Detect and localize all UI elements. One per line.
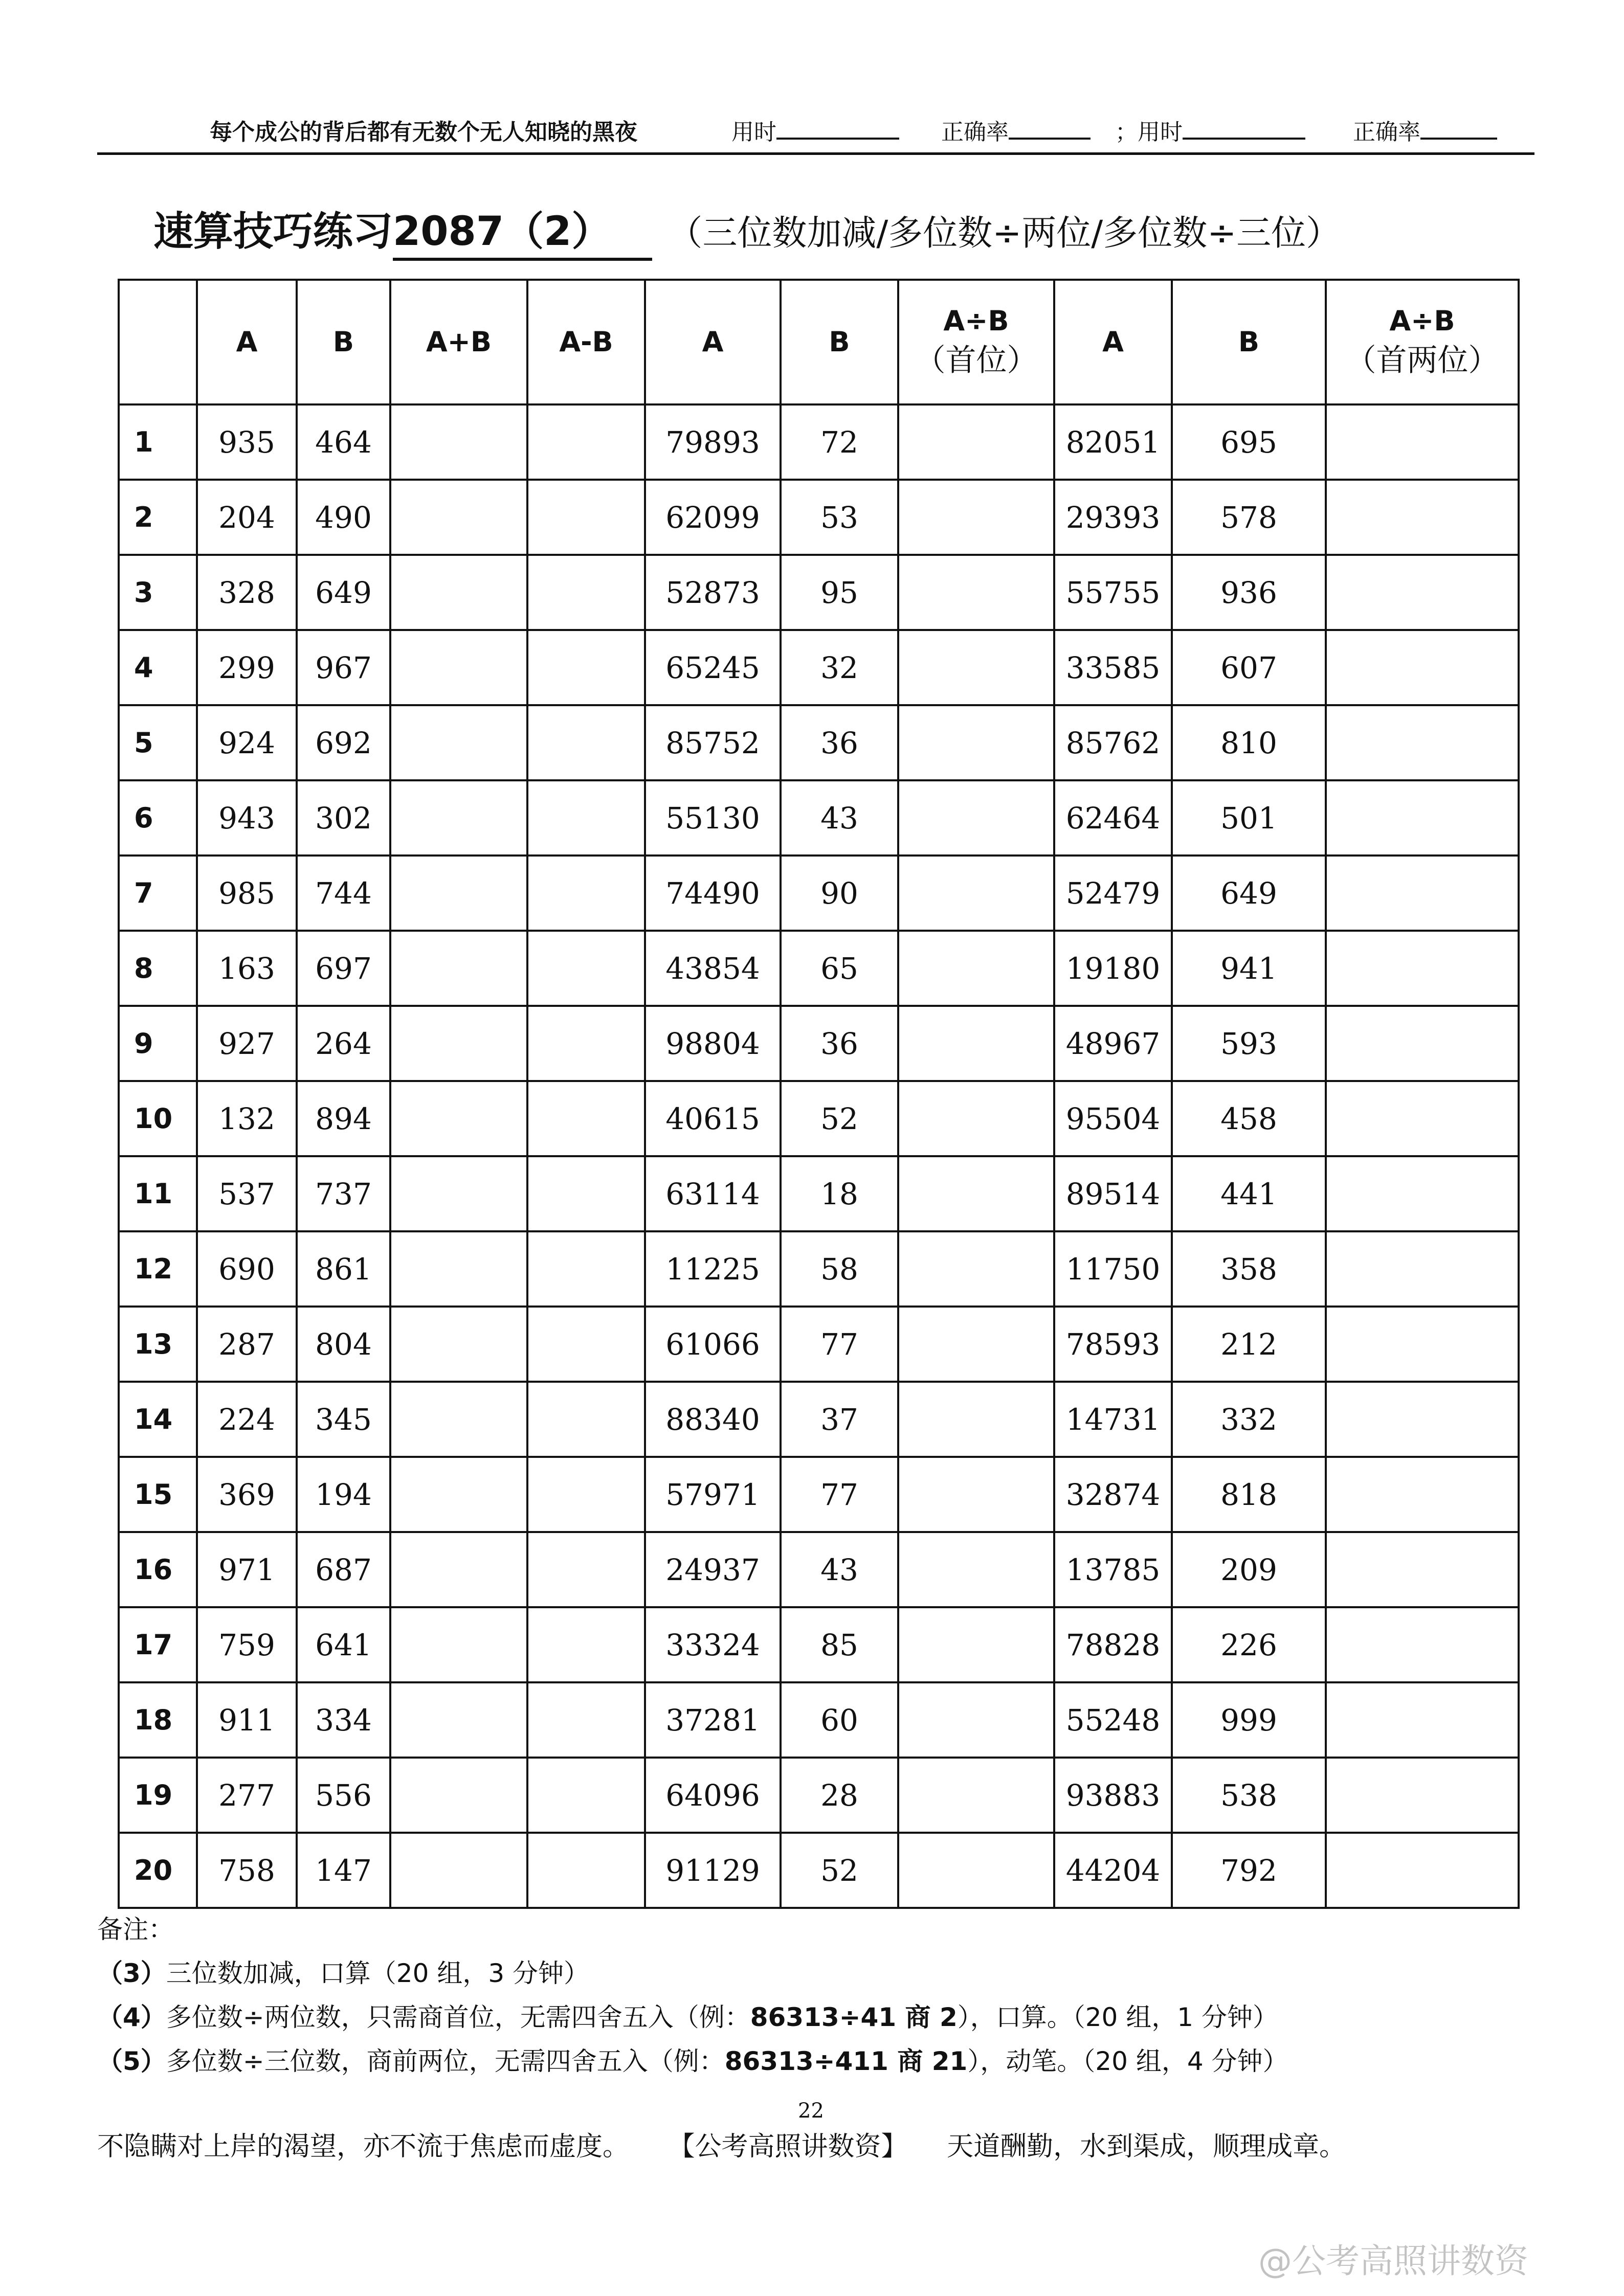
row-number: 12 (119, 1231, 197, 1307)
answer-div1-cell[interactable] (898, 705, 1054, 780)
answer-div2-cell[interactable] (1326, 1532, 1519, 1607)
cell-a3: 14731 (1054, 1382, 1172, 1457)
answer-sum-cell[interactable] (390, 404, 527, 480)
answer-diff-cell[interactable] (527, 404, 645, 480)
time-label: 用时 (731, 119, 776, 145)
table-row (119, 1457, 1519, 1532)
cell-b3: 209 (1172, 1532, 1326, 1607)
cell-a1: 935 (197, 404, 297, 480)
cell-b2: 43 (781, 1532, 898, 1607)
table-body (119, 404, 1519, 1908)
row-number: 10 (119, 1081, 197, 1156)
answer-div2-cell[interactable] (1326, 1231, 1519, 1307)
footer-center: 【公考高照讲数资】 (668, 2131, 908, 2162)
row-number: 6 (119, 780, 197, 856)
answer-div2-cell[interactable] (1326, 1758, 1519, 1833)
table-row (119, 931, 1519, 1006)
answer-div2-cell[interactable] (1326, 1833, 1519, 1908)
answer-div1-cell[interactable] (898, 1833, 1054, 1908)
cell-b2: 60 (781, 1682, 898, 1758)
cell-b3: 810 (1172, 705, 1326, 780)
header-a2: A (645, 280, 781, 404)
cell-a1: 328 (197, 555, 297, 630)
cell-b1: 345 (297, 1382, 390, 1457)
answer-diff-cell[interactable] (527, 1758, 645, 1833)
row-number: 4 (119, 630, 197, 705)
cell-a1: 369 (197, 1457, 297, 1532)
note-5-prefix: （5） (97, 2046, 166, 2076)
cell-a1: 690 (197, 1231, 297, 1307)
cell-a1: 537 (197, 1156, 297, 1231)
cell-a3: 89514 (1054, 1156, 1172, 1231)
cell-a2: 37281 (645, 1682, 781, 1758)
cell-b2: 95 (781, 555, 898, 630)
row-number: 17 (119, 1607, 197, 1682)
answer-div2-cell[interactable] (1326, 480, 1519, 555)
header-index (119, 280, 197, 404)
cell-a3: 85762 (1054, 705, 1172, 780)
answer-div2-cell[interactable] (1326, 1081, 1519, 1156)
cell-b3: 212 (1172, 1307, 1326, 1382)
cell-a2: 79893 (645, 404, 781, 480)
cell-a1: 224 (197, 1382, 297, 1457)
cell-b3: 332 (1172, 1382, 1326, 1457)
cell-b2: 32 (781, 630, 898, 705)
cell-b3: 649 (1172, 856, 1326, 931)
answer-div1-cell[interactable] (898, 1758, 1054, 1833)
cell-b3: 792 (1172, 1833, 1326, 1908)
table-row (119, 480, 1519, 555)
answer-diff-cell[interactable] (527, 1231, 645, 1307)
answer-sum-cell[interactable] (390, 1081, 527, 1156)
answer-sum-cell[interactable] (390, 1457, 527, 1532)
row-number: 14 (119, 1382, 197, 1457)
cell-b1: 194 (297, 1457, 390, 1532)
answer-div2-cell[interactable] (1326, 1457, 1519, 1532)
cell-b1: 894 (297, 1081, 390, 1156)
notes-heading: 备注： (97, 1915, 174, 1944)
answer-div1-cell[interactable] (898, 555, 1054, 630)
answer-div2-cell[interactable] (1326, 1682, 1519, 1758)
note-3 (97, 1951, 1288, 1995)
row-number: 19 (119, 1758, 197, 1833)
cell-a2: 85752 (645, 705, 781, 780)
table-row (119, 1382, 1519, 1457)
cell-b3: 578 (1172, 480, 1326, 555)
header-b3: B (1172, 280, 1326, 404)
cell-a3: 55248 (1054, 1682, 1172, 1758)
cell-b2: 52 (781, 1833, 898, 1908)
header-motto: 每个成公的背后都有无数个无人知晓的黑夜 (210, 119, 637, 145)
cell-a2: 74490 (645, 856, 781, 931)
cell-a2: 98804 (645, 1006, 781, 1081)
cell-a1: 277 (197, 1758, 297, 1833)
cell-b2: 36 (781, 1006, 898, 1081)
footer-left: 不隐瞒对上岸的渴望，亦不流于焦虑而虚度。 (97, 2131, 630, 2162)
cell-a1: 758 (197, 1833, 297, 1908)
answer-div1-cell[interactable] (898, 1006, 1054, 1081)
cell-b1: 687 (297, 1532, 390, 1607)
answer-sum-cell[interactable] (390, 780, 527, 856)
answer-div1-cell[interactable] (898, 931, 1054, 1006)
page-footer (97, 2125, 1376, 2163)
cell-b1: 967 (297, 630, 390, 705)
answer-sum-cell[interactable] (390, 1682, 527, 1758)
cell-a2: 61066 (645, 1307, 781, 1382)
cell-b3: 358 (1172, 1231, 1326, 1307)
header-div1-note: （首位） (915, 342, 1038, 378)
time-blank-1[interactable] (776, 118, 899, 140)
answer-div1-cell[interactable] (898, 1231, 1054, 1307)
cell-a3: 82051 (1054, 404, 1172, 480)
cell-a3: 55755 (1054, 555, 1172, 630)
cell-a2: 40615 (645, 1081, 781, 1156)
cell-a1: 924 (197, 705, 297, 780)
cell-b1: 744 (297, 856, 390, 931)
page-title (153, 199, 1586, 261)
cell-b2: 43 (781, 780, 898, 856)
table-row (119, 1532, 1519, 1607)
answer-diff-cell[interactable] (527, 856, 645, 931)
answer-diff-cell[interactable] (527, 1307, 645, 1382)
cell-b3: 458 (1172, 1081, 1326, 1156)
cell-a2: 63114 (645, 1156, 781, 1231)
answer-div1-cell[interactable] (898, 1607, 1054, 1682)
cell-b1: 464 (297, 404, 390, 480)
accuracy-blank-2[interactable] (1420, 118, 1497, 140)
cell-a2: 33324 (645, 1607, 781, 1682)
title-main: 速算技巧练习 (153, 209, 393, 255)
page-header (97, 111, 1534, 155)
answer-sum-cell[interactable] (390, 1758, 527, 1833)
note-3-text: 三位数加减，口算（20 组，3 分钟） (166, 1959, 590, 1988)
answer-sum-cell[interactable] (390, 555, 527, 630)
table-row (119, 705, 1519, 780)
cell-a1: 299 (197, 630, 297, 705)
cell-b2: 53 (781, 480, 898, 555)
cell-b1: 804 (297, 1307, 390, 1382)
table-row (119, 1231, 1519, 1307)
accuracy-field-2[interactable] (1353, 114, 1497, 146)
cell-b1: 692 (297, 705, 390, 780)
row-number: 13 (119, 1307, 197, 1382)
answer-sum-cell[interactable] (390, 856, 527, 931)
table-row (119, 1006, 1519, 1081)
cell-a3: 62464 (1054, 780, 1172, 856)
note-4-text-a: 多位数÷两位数，只需商首位，无需四舍五入（例： (166, 2002, 750, 2032)
note-4-prefix: （4） (97, 2002, 166, 2032)
answer-diff-cell[interactable] (527, 705, 645, 780)
answer-div2-cell[interactable] (1326, 1156, 1519, 1231)
answer-diff-cell[interactable] (527, 1457, 645, 1532)
table-row (119, 856, 1519, 931)
answer-sum-cell[interactable] (390, 480, 527, 555)
cell-b2: 37 (781, 1382, 898, 1457)
header-div1 (898, 280, 1054, 404)
header-div2 (1326, 280, 1519, 404)
table-row (119, 1081, 1519, 1156)
table-row (119, 1607, 1519, 1682)
answer-sum-cell[interactable] (390, 1231, 527, 1307)
cell-b2: 28 (781, 1758, 898, 1833)
header-a3: A (1054, 280, 1172, 404)
answer-sum-cell[interactable] (390, 1006, 527, 1081)
header-b2: B (781, 280, 898, 404)
cell-a3: 93883 (1054, 1758, 1172, 1833)
row-number: 8 (119, 931, 197, 1006)
cell-b2: 85 (781, 1607, 898, 1682)
answer-div2-cell[interactable] (1326, 931, 1519, 1006)
cell-a3: 44204 (1054, 1833, 1172, 1908)
answer-diff-cell[interactable] (527, 480, 645, 555)
answer-div1-cell[interactable] (898, 1081, 1054, 1156)
answer-diff-cell[interactable] (527, 555, 645, 630)
answer-div2-cell[interactable] (1326, 630, 1519, 705)
cell-a1: 132 (197, 1081, 297, 1156)
cell-a2: 52873 (645, 555, 781, 630)
cell-b3: 818 (1172, 1457, 1326, 1532)
cell-a1: 287 (197, 1307, 297, 1382)
header-diff: A-B (527, 280, 645, 404)
cell-b3: 999 (1172, 1682, 1326, 1758)
answer-sum-cell[interactable] (390, 705, 527, 780)
table-row (119, 404, 1519, 480)
answer-diff-cell[interactable] (527, 1006, 645, 1081)
answer-div1-cell[interactable] (898, 1156, 1054, 1231)
cell-b3: 593 (1172, 1006, 1326, 1081)
cell-b2: 58 (781, 1231, 898, 1307)
answer-sum-cell[interactable] (390, 1607, 527, 1682)
answer-div2-cell[interactable] (1326, 404, 1519, 480)
answer-div2-cell[interactable] (1326, 1006, 1519, 1081)
accuracy-blank-1[interactable] (1009, 118, 1091, 140)
cell-b1: 861 (297, 1231, 390, 1307)
cell-a2: 57971 (645, 1457, 781, 1532)
time-blank-2[interactable] (1183, 118, 1305, 140)
cell-a3: 33585 (1054, 630, 1172, 705)
cell-a3: 19180 (1054, 931, 1172, 1006)
answer-diff-cell[interactable] (527, 1382, 645, 1457)
cell-b3: 501 (1172, 780, 1326, 856)
answer-diff-cell[interactable] (527, 1607, 645, 1682)
accuracy-field-1[interactable] (941, 114, 1091, 146)
note-5-text-b: ），动笔。（20 组，4 分钟） (967, 2046, 1288, 2076)
note-5-text-a: 多位数÷三位数，商前两位，无需四舍五入（例： (166, 2046, 725, 2076)
answer-div1-cell[interactable] (898, 1457, 1054, 1532)
table-row (119, 780, 1519, 856)
note-5-example: 86313÷411 商 21 (724, 2046, 968, 2076)
cell-b2: 36 (781, 705, 898, 780)
row-number: 20 (119, 1833, 197, 1908)
cell-a3: 95504 (1054, 1081, 1172, 1156)
cell-a2: 62099 (645, 480, 781, 555)
answer-sum-cell[interactable] (390, 1307, 527, 1382)
answer-div1-cell[interactable] (898, 1382, 1054, 1457)
answer-sum-cell[interactable] (390, 1833, 527, 1908)
answer-diff-cell[interactable] (527, 780, 645, 856)
cell-a2: 88340 (645, 1382, 781, 1457)
cell-b3: 226 (1172, 1607, 1326, 1682)
cell-a1: 971 (197, 1532, 297, 1607)
cell-b1: 737 (297, 1156, 390, 1231)
answer-diff-cell[interactable] (527, 1081, 645, 1156)
answer-sum-cell[interactable] (390, 630, 527, 705)
answer-div2-cell[interactable] (1326, 1307, 1519, 1382)
cell-a1: 759 (197, 1607, 297, 1682)
answer-div1-cell[interactable] (898, 1532, 1054, 1607)
answer-div1-cell[interactable] (898, 480, 1054, 555)
cell-a3: 29393 (1054, 480, 1172, 555)
cell-a2: 55130 (645, 780, 781, 856)
answer-div1-cell[interactable] (898, 1307, 1054, 1382)
answer-div2-cell[interactable] (1326, 780, 1519, 856)
cell-b3: 607 (1172, 630, 1326, 705)
cell-b1: 147 (297, 1833, 390, 1908)
table-row (119, 1758, 1519, 1833)
footer-right: 天道酬勤，水到渠成，顺理成章。 (947, 2131, 1346, 2162)
row-number: 15 (119, 1457, 197, 1532)
cell-b2: 90 (781, 856, 898, 931)
answer-sum-cell[interactable] (390, 1532, 527, 1607)
cell-b1: 490 (297, 480, 390, 555)
cell-b3: 538 (1172, 1758, 1326, 1833)
row-number: 18 (119, 1682, 197, 1758)
cell-b2: 65 (781, 931, 898, 1006)
cell-a3: 78593 (1054, 1307, 1172, 1382)
cell-a1: 204 (197, 480, 297, 555)
cell-a1: 943 (197, 780, 297, 856)
answer-div2-cell[interactable] (1326, 1382, 1519, 1457)
cell-b1: 556 (297, 1758, 390, 1833)
notes (97, 1907, 1288, 2083)
row-number: 16 (119, 1532, 197, 1607)
table-row (119, 1156, 1519, 1231)
accuracy-label: 正确率 (941, 119, 1009, 145)
time-field-1[interactable] (731, 114, 899, 146)
answer-diff-cell[interactable] (527, 1156, 645, 1231)
accuracy-label-2: 正确率 (1353, 119, 1420, 145)
cell-a1: 911 (197, 1682, 297, 1758)
row-number: 1 (119, 404, 197, 480)
note-4-example: 86313÷41 商 2 (750, 2002, 958, 2032)
header-b1: B (297, 280, 390, 404)
note-5 (97, 2039, 1288, 2083)
answer-div1-cell[interactable] (898, 404, 1054, 480)
note-4 (97, 1995, 1288, 2039)
answer-sum-cell[interactable] (390, 931, 527, 1006)
table-row (119, 1833, 1519, 1908)
cell-b2: 18 (781, 1156, 898, 1231)
answer-diff-cell[interactable] (527, 1833, 645, 1908)
cell-a1: 985 (197, 856, 297, 931)
cell-b3: 941 (1172, 931, 1326, 1006)
answer-div2-cell[interactable] (1326, 856, 1519, 931)
table-row (119, 1682, 1519, 1758)
table-row (119, 555, 1519, 630)
time-field-2[interactable] (1115, 114, 1305, 146)
table-row (119, 630, 1519, 705)
cell-a2: 11225 (645, 1231, 781, 1307)
cell-b1: 302 (297, 780, 390, 856)
cell-b1: 264 (297, 1006, 390, 1081)
cell-a3: 11750 (1054, 1231, 1172, 1307)
answer-div1-cell[interactable] (898, 780, 1054, 856)
cell-b1: 649 (297, 555, 390, 630)
note-4-text-b: ），口算。（20 组，1 分钟） (957, 2002, 1278, 2032)
table-row (119, 1307, 1519, 1382)
answer-div2-cell[interactable] (1326, 1607, 1519, 1682)
cell-a2: 24937 (645, 1532, 781, 1607)
table-header-row (119, 280, 1519, 404)
answer-div1-cell[interactable] (898, 1682, 1054, 1758)
row-number: 2 (119, 480, 197, 555)
header-div2-note: （首两位） (1345, 342, 1499, 378)
cell-a1: 927 (197, 1006, 297, 1081)
cell-b1: 641 (297, 1607, 390, 1682)
answer-sum-cell[interactable] (390, 1156, 527, 1231)
answer-div2-cell[interactable] (1326, 555, 1519, 630)
practice-table (118, 279, 1520, 1909)
header-div1-label: A÷B (943, 305, 1009, 337)
cell-b2: 77 (781, 1457, 898, 1532)
cell-a2: 64096 (645, 1758, 781, 1833)
cell-a3: 52479 (1054, 856, 1172, 931)
answer-div1-cell[interactable] (898, 856, 1054, 931)
cell-b1: 334 (297, 1682, 390, 1758)
row-number: 3 (119, 555, 197, 630)
title-code: 2087（2） (393, 199, 652, 261)
cell-a3: 32874 (1054, 1457, 1172, 1532)
title-subtitle: （三位数加减/多位数÷两位/多位数÷三位） (668, 213, 1341, 254)
answer-diff-cell[interactable] (527, 1532, 645, 1607)
answer-div2-cell[interactable] (1326, 705, 1519, 780)
cell-a3: 48967 (1054, 1006, 1172, 1081)
cell-a2: 91129 (645, 1833, 781, 1908)
header-div2-label: A÷B (1389, 305, 1455, 337)
cell-b2: 72 (781, 404, 898, 480)
row-number: 5 (119, 705, 197, 780)
page-number: 22 (798, 2099, 824, 2123)
time-label-2: ；用时 (1115, 119, 1183, 145)
answer-diff-cell[interactable] (527, 630, 645, 705)
cell-b3: 441 (1172, 1156, 1326, 1231)
row-number: 11 (119, 1156, 197, 1231)
answer-diff-cell[interactable] (527, 1682, 645, 1758)
cell-a2: 65245 (645, 630, 781, 705)
cell-b2: 77 (781, 1307, 898, 1382)
answer-diff-cell[interactable] (527, 931, 645, 1006)
answer-sum-cell[interactable] (390, 1382, 527, 1457)
cell-a3: 78828 (1054, 1607, 1172, 1682)
answer-div1-cell[interactable] (898, 630, 1054, 705)
row-number: 9 (119, 1006, 197, 1081)
header-a1: A (197, 280, 297, 404)
note-3-prefix: （3） (97, 1959, 166, 1988)
cell-a1: 163 (197, 931, 297, 1006)
cell-a2: 43854 (645, 931, 781, 1006)
row-number: 7 (119, 856, 197, 931)
header-sum: A+B (390, 280, 527, 404)
cell-b3: 936 (1172, 555, 1326, 630)
cell-b1: 697 (297, 931, 390, 1006)
cell-b3: 695 (1172, 404, 1326, 480)
cell-a3: 13785 (1054, 1532, 1172, 1607)
cell-b2: 52 (781, 1081, 898, 1156)
watermark: @公考高照讲数资 (1258, 2241, 1528, 2281)
